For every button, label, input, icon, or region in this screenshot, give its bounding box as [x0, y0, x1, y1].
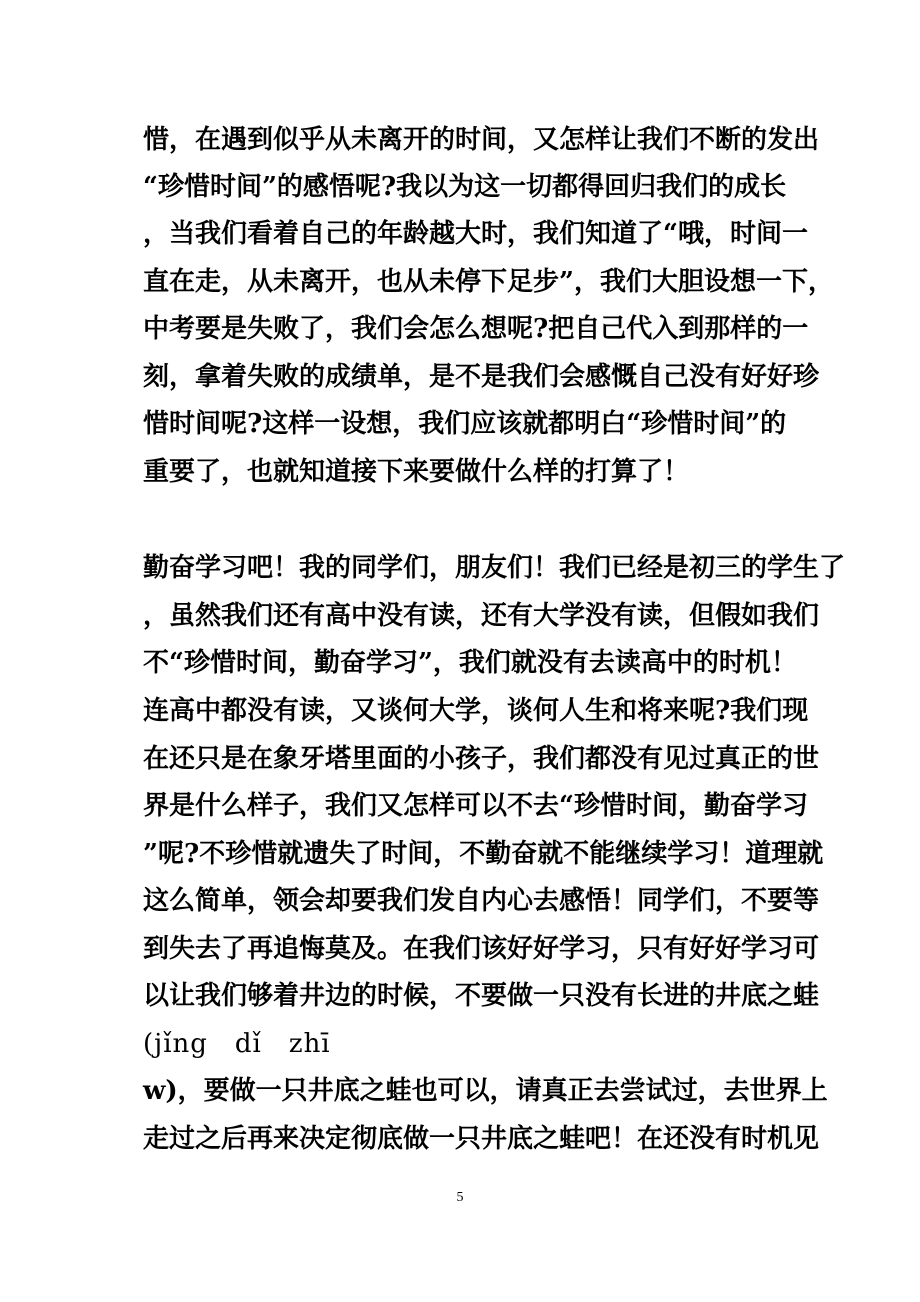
paragraph-1-line-6: 刻，拿着失败的成绩单，是不是我们会感慨自己没有好好珍: [143, 362, 820, 392]
paragraph-2-line-3: 不“珍惜时间，勤奋学习”，我们就没有去读高中的时机！: [143, 648, 797, 678]
paragraph-1-line-3: ，当我们看着自己的年龄越大时，我们知道了“哦，时间一: [143, 219, 808, 249]
paragraph-1-line-7: 惜时间呢?这样一设想，我们应该就都明白“珍惜时间”的: [143, 409, 787, 439]
paragraph-2-line-5: 在还只是在象牙塔里面的小孩子，我们都没有见过真正的世: [143, 744, 820, 774]
paragraph-2-line-10: 以让我们够着井边的时候，不要做一只没有长进的井底之蛙: [143, 981, 820, 1011]
paragraph-1-line-5: 中考要是失败了，我们会怎么想呢?把自己代入到那样的一: [143, 314, 809, 344]
paragraph-1-line-4: 直在走，从未离开，也从未停下足步”，我们大胆设想一下，: [143, 267, 834, 297]
paragraph-2-line-6: 界是什么样子，我们又怎样可以不去“珍惜时间，勤奋学习: [143, 791, 808, 821]
paragraph-1-line-1: 惜，在遇到似乎从未离开的时间，又怎样让我们不断的发出: [143, 125, 820, 155]
paragraph-2-line-7: ”呢?不珍惜就遗失了时间，不勤奋就不能继续学习！道理就: [143, 839, 824, 869]
paragraph-1-line-2: “珍惜时间”的感悟呢?我以为这一切都得回归我们的成长: [143, 172, 787, 202]
paragraph-2-line-1: 勤奋学习吧！我的同学们，朋友们！我们已经是初三的学生了: [143, 553, 846, 583]
paragraph-2-line-13: 走过之后再来决定彻底做一只井底之蛙吧！在还没有时机见: [143, 1124, 820, 1154]
paragraph-2-pinyin-line: (jǐng dǐ zhī: [143, 1029, 331, 1059]
paragraph-2-line-8: 这么简单，领会却要我们发自内心去感悟！同学们，不要等: [143, 886, 820, 916]
paragraph-2-line-9: 到失去了再追悔莫及。在我们该好好学习，只有好好学习可: [143, 934, 820, 964]
page-number: 5: [456, 1190, 464, 1205]
paragraph-2-line-2: ，虽然我们还有高中没有读，还有大学没有读，但假如我们: [143, 601, 820, 631]
paragraph-2-line-4: 连高中都没有读，又谈何大学，谈何人生和将来呢?我们现: [143, 696, 809, 726]
paragraph-1-line-8: 重要了，也就知道接下来要做什么样的打算了！: [143, 457, 690, 487]
paragraph-2-line-12: w)，要做一只井底之蛙也可以，请真正去尝试过，去世界上: [143, 1076, 828, 1106]
